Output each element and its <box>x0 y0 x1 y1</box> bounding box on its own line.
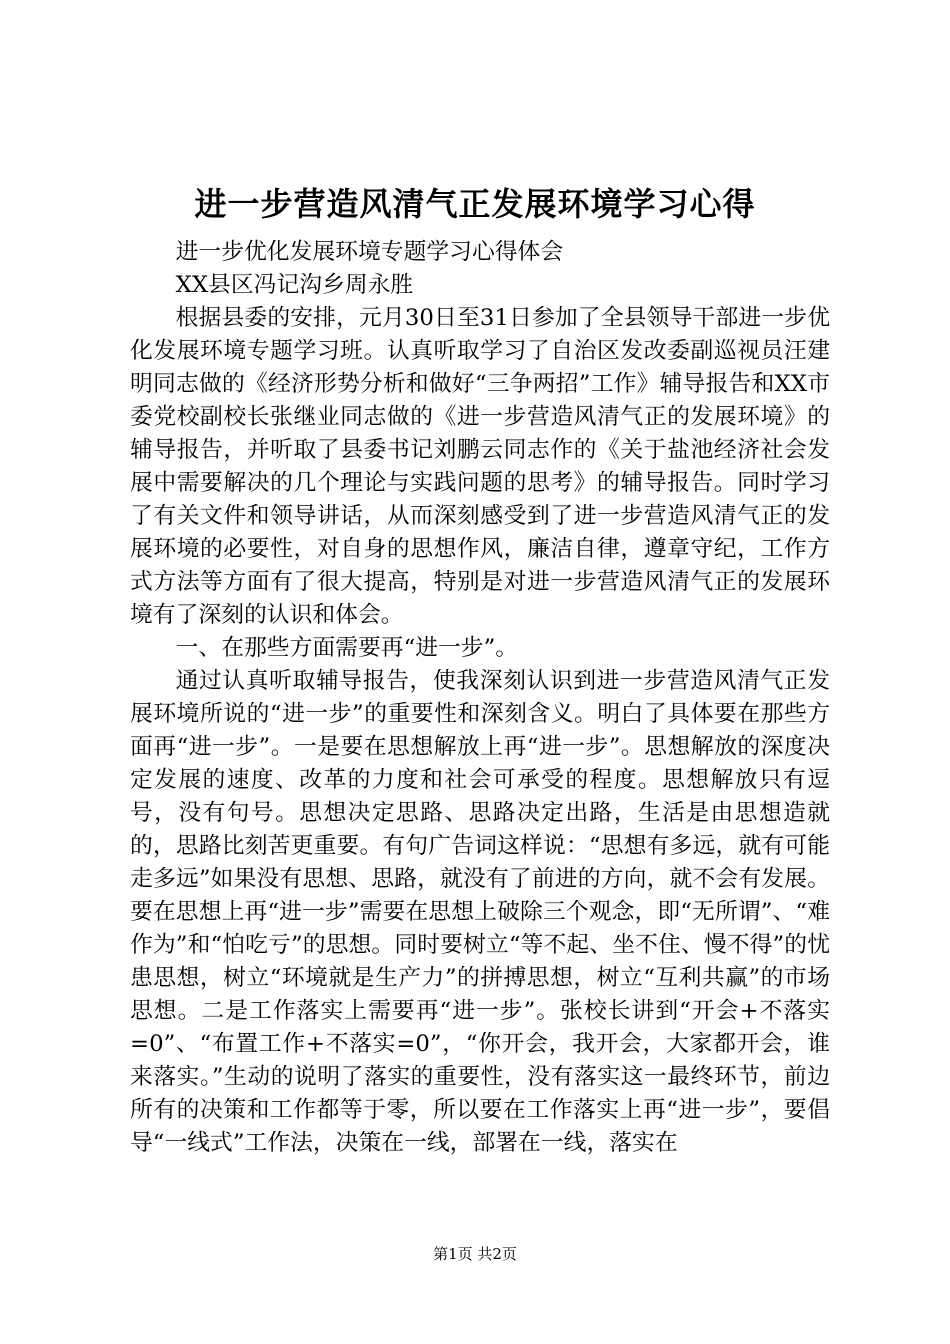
paragraph: 通过认真听取辅导报告，使我深刻认识到进一步营造风清气正发展环境所说的“进一步”的重要性和深刻含义。明白了具体要在那些方面再“进一步”。一是要在思想解放上再“进一步”。思想解放的深度决定发展的速度、改革的力度和社会可承受的程度。思想解放只有逗号，没有句号。思想决定思路、思路决定出路，生活是由思想造就的，思路比刻苦更重要。有句广告词这样说：“思想有多远，就有可能走多远”如果没有思想、思路，就没有了前进的方向，就不会有发展。要在思想上再“进一步”需要在思想上破除三个观念，即“无所谓”、“难作为”和“怕吃亏”的思想。同时要树立“等不起、坐不住、慢不得”的忧患思想，树立“环境就是生产力”的拼搏思想，树立“互利共赢”的市场思想。二是工作落实上需要再“进一步”。张校长讲到“开会+不落实=0”、“布置工作+不落实=0”，“你开会，我开会，大家都开会，谁来落实。”生动的说明了落实的重要性，没有落实这一最终环节，前边所有的决策和工作都等于零，所以要在工作落实上再“进一步”，要倡导“一线式”工作法，决策在一线，部署在一线，落实在 <box>130 668 830 1156</box>
page-footer: 第1页 共2页 <box>433 1245 517 1263</box>
subtitle: 进一步优化发展环境专题学习心得体会 <box>175 239 564 265</box>
author-line: XX县区冯记沟乡周永胜 <box>175 272 414 298</box>
paragraph: 根据县委的安排，元月30日至31日参加了全县领导干部进一步优化发展环境专题学习班。认真听取学习了自治区发改委副巡视员汪建明同志做的《经济形势分析和做好“三争两招”工作》辅导报告和XX市委党校副校长张继业同志做的《进一步营造风清气正的发展环境》的辅导报告，并听取了县委书记刘鹏云同志作的《关于盐池经济社会发展中需要解决的几个理论与实践问题的思考》的辅导报告。同时学习了有关文件和领导讲话，从而深刻感受到了进一步营造风清气正的发展环境的必要性，对自身的思想作风，廉洁自律，遵章守纪，工作方式方法等方面有了很大提高，特别是对进一步营造风清气正的发展环境有了深刻的认识和体会。 <box>130 305 830 628</box>
section-heading: 一、在那些方面需要再“进一步”。 <box>175 635 519 661</box>
document-title: 进一步营造风清气正发展环境学习心得 <box>194 185 756 223</box>
document-body <box>130 236 830 1160</box>
